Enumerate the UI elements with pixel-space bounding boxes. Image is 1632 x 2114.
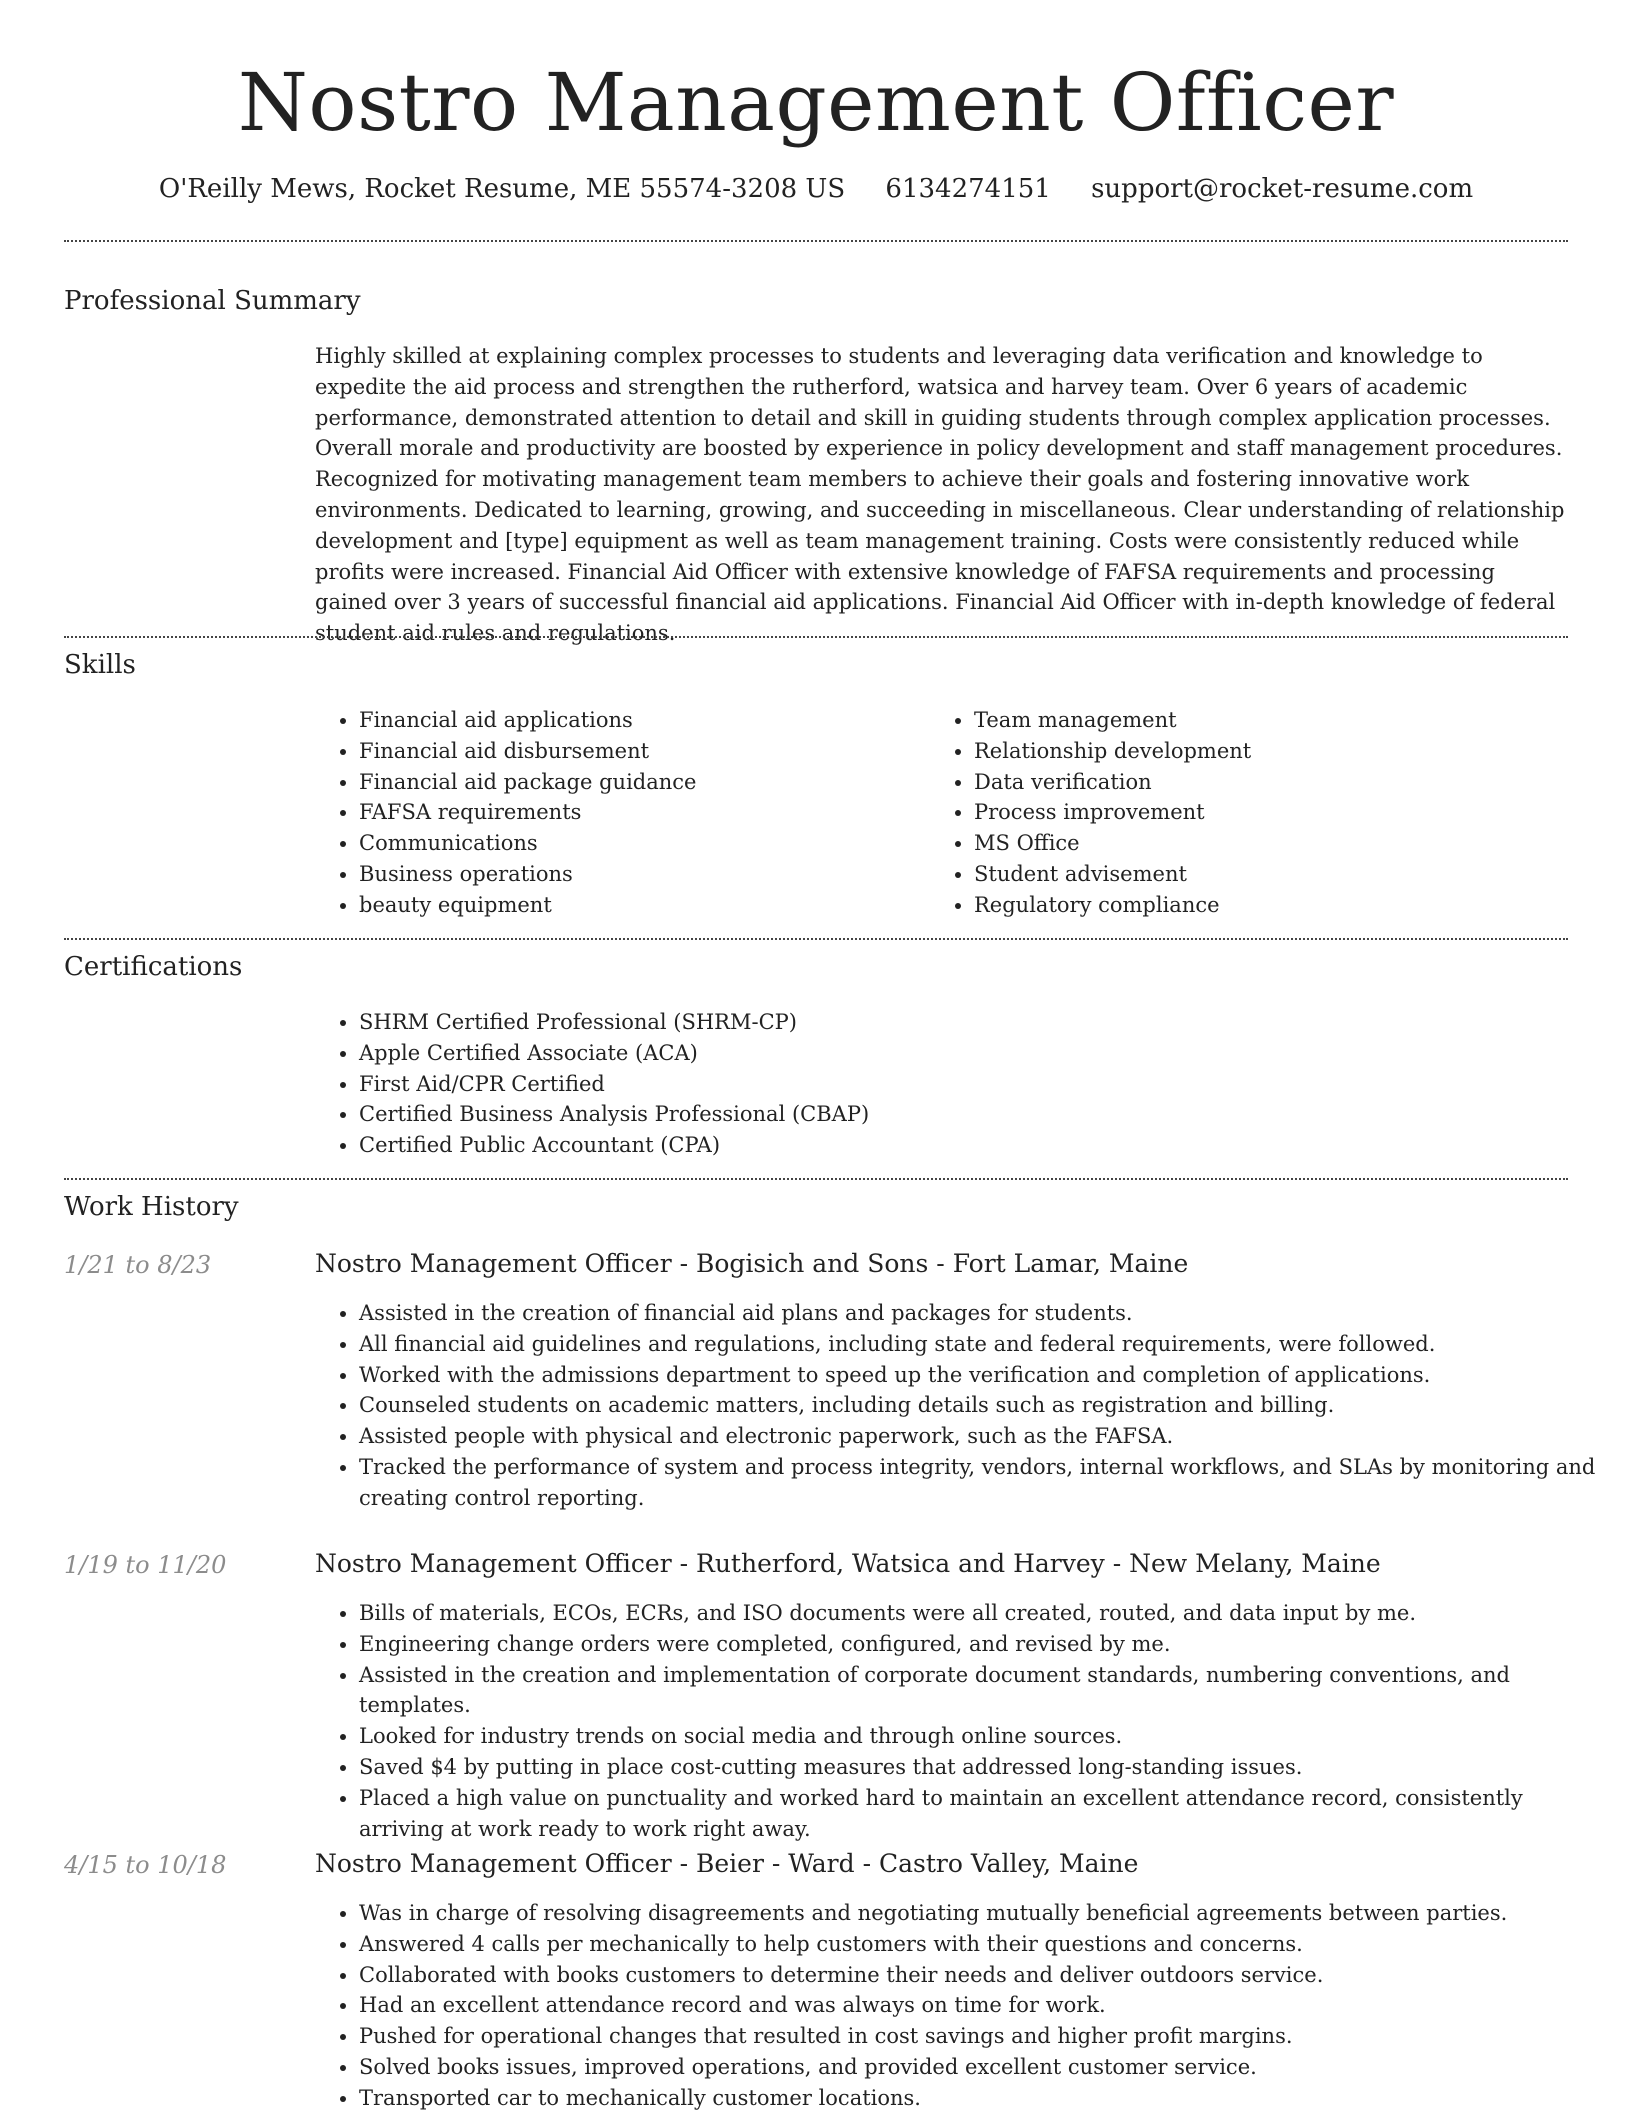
job-bullet: • Tracked the performance of system and process integrity, vendors, internal workflows, and SLAs by monitoring and creating control reporting. (359, 1452, 1612, 1514)
certification-item: • First Aid/CPR Certified (359, 1069, 1559, 1100)
job-bullet: • Collaborated with books customers to determine their needs and deliver outdoors service. (359, 1960, 1612, 1991)
skill-item: • Regulatory compliance (974, 890, 1574, 921)
job-date: 4/15 to 10/18 (64, 1851, 227, 1879)
section-title-work-history: Work History (64, 1192, 239, 1222)
skill-item: • Process improvement (974, 797, 1574, 828)
certification-item: • Certified Public Accountant (CPA) (359, 1130, 1559, 1161)
job-bullet: • Answered 4 calls per mechanically to help customers with their questions and concerns. (359, 1929, 1612, 1960)
certification-item: • SHRM Certified Professional (SHRM-CP) (359, 1007, 1559, 1038)
section-title-certifications: Certifications (64, 952, 243, 982)
section-title-skills: Skills (64, 650, 136, 680)
job-bullet: • Assisted in the creation of financial aid plans and packages for students. (359, 1298, 1612, 1329)
job-bullets (315, 1898, 1612, 2114)
job-bullet: • Had an excellent attendance record and was always on time for work. (359, 1990, 1612, 2021)
skill-item: • Communications (359, 828, 919, 859)
skill-item: • MS Office (974, 828, 1574, 859)
summary-text: Highly skilled at explaining complex processes to students and leveraging data verification and knowledge to expedite the aid process and strengthen the rutherford, watsica and harvey team. Over 6 years of academic performance, demonstrated attention to detail and skill in guiding students through complex application processes. Overall morale and productivity are boosted by experience in policy development and staff management procedures. Recognized for motivating management team members to achieve their goals and fostering innovative work environments. Dedicated to learning, growing, and succeeding in miscellaneous. Clear understanding of relationship development and [type] equipment as well as team management training. Costs were consistently reduced while profits were increased. Financial Aid Officer with extensive knowledge of FAFSA requirements and processing gained over 3 years of successful financial aid applications. Financial Aid Officer with in-depth knowledge of federal student aid rules and regulations. (315, 344, 1565, 646)
certifications-list (315, 1007, 1559, 1161)
job-bullet: • Bills of materials, ECOs, ECRs, and ISO documents were all created, routed, and data input by me. (359, 1598, 1612, 1629)
section-divider (64, 938, 1568, 940)
job-bullet: • All financial aid guidelines and regulations, including state and federal requirements, were followed. (359, 1329, 1612, 1360)
job-heading: Nostro Management Officer - Beier - Ward - Castro Valley, Maine (315, 1849, 1139, 1878)
contact-line (0, 172, 1632, 206)
skill-item: • beauty equipment (359, 890, 919, 921)
job-bullet: • Transported car to mechanically customer locations. (359, 2083, 1612, 2114)
skill-item: • Financial aid package guidance (359, 767, 919, 798)
skill-item: • Data verification (974, 767, 1574, 798)
skill-item: • Relationship development (974, 736, 1574, 767)
job-bullet: • Placed a high value on punctuality and worked hard to maintain an excellent attendance record, consistently arriving at work ready to work right away. (359, 1783, 1612, 1845)
contact-phone: 6134274151 (885, 174, 1051, 204)
job-bullet: • Solved books issues, improved operations, and provided excellent customer service. (359, 2052, 1612, 2083)
contact-email: support@rocket-resume.com (1091, 174, 1474, 204)
resume-name: Nostro Management Officer (237, 56, 1395, 149)
job-date: 1/19 to 11/20 (64, 1551, 227, 1579)
job-bullet: • Worked with the admissions department to speed up the verification and completion of applications. (359, 1360, 1612, 1391)
section-title-summary: Professional Summary (64, 286, 361, 316)
job-date: 1/21 to 8/23 (64, 1251, 212, 1279)
skill-item: • Student advisement (974, 859, 1574, 890)
section-divider (64, 1178, 1568, 1180)
skill-item: • FAFSA requirements (359, 797, 919, 828)
section-divider (64, 240, 1568, 242)
job-heading: Nostro Management Officer - Rutherford, Watsica and Harvey - New Melany, Maine (315, 1549, 1381, 1578)
skill-item: • Business operations (359, 859, 919, 890)
job-heading: Nostro Management Officer - Bogisich and Sons - Fort Lamar, Maine (315, 1249, 1189, 1278)
skills-list-right (930, 705, 1574, 921)
skill-item: • Financial aid applications (359, 705, 919, 736)
skill-item: • Team management (974, 705, 1574, 736)
job-bullets (315, 1598, 1612, 1844)
job-bullet: • Was in charge of resolving disagreements and negotiating mutually beneficial agreements between parties. (359, 1898, 1612, 1929)
skills-list-left (315, 705, 919, 921)
certification-item: • Apple Certified Associate (ACA) (359, 1038, 1559, 1069)
job-bullet: • Saved $4 by putting in place cost-cutting measures that addressed long-standing issues. (359, 1752, 1612, 1783)
job-bullet: • Assisted people with physical and electronic paperwork, such as the FAFSA. (359, 1421, 1612, 1452)
job-bullet: • Pushed for operational changes that resulted in cost savings and higher profit margins. (359, 2021, 1612, 2052)
job-bullet: • Engineering change orders were completed, configured, and revised by me. (359, 1629, 1612, 1660)
job-bullet: • Looked for industry trends on social media and through online sources. (359, 1721, 1612, 1752)
contact-address: O'Reilly Mews, Rocket Resume, ME 55574-3208 US (158, 174, 846, 204)
skill-item: • Financial aid disbursement (359, 736, 919, 767)
section-divider (64, 636, 1568, 638)
job-bullet: • Counseled students on academic matters, including details such as registration and billing. (359, 1390, 1612, 1421)
job-bullet: • Assisted in the creation and implementation of corporate document standards, numbering conventions, and templates. (359, 1660, 1612, 1722)
certification-item: • Certified Business Analysis Professional (CBAP) (359, 1099, 1559, 1130)
job-bullets (315, 1298, 1612, 1514)
